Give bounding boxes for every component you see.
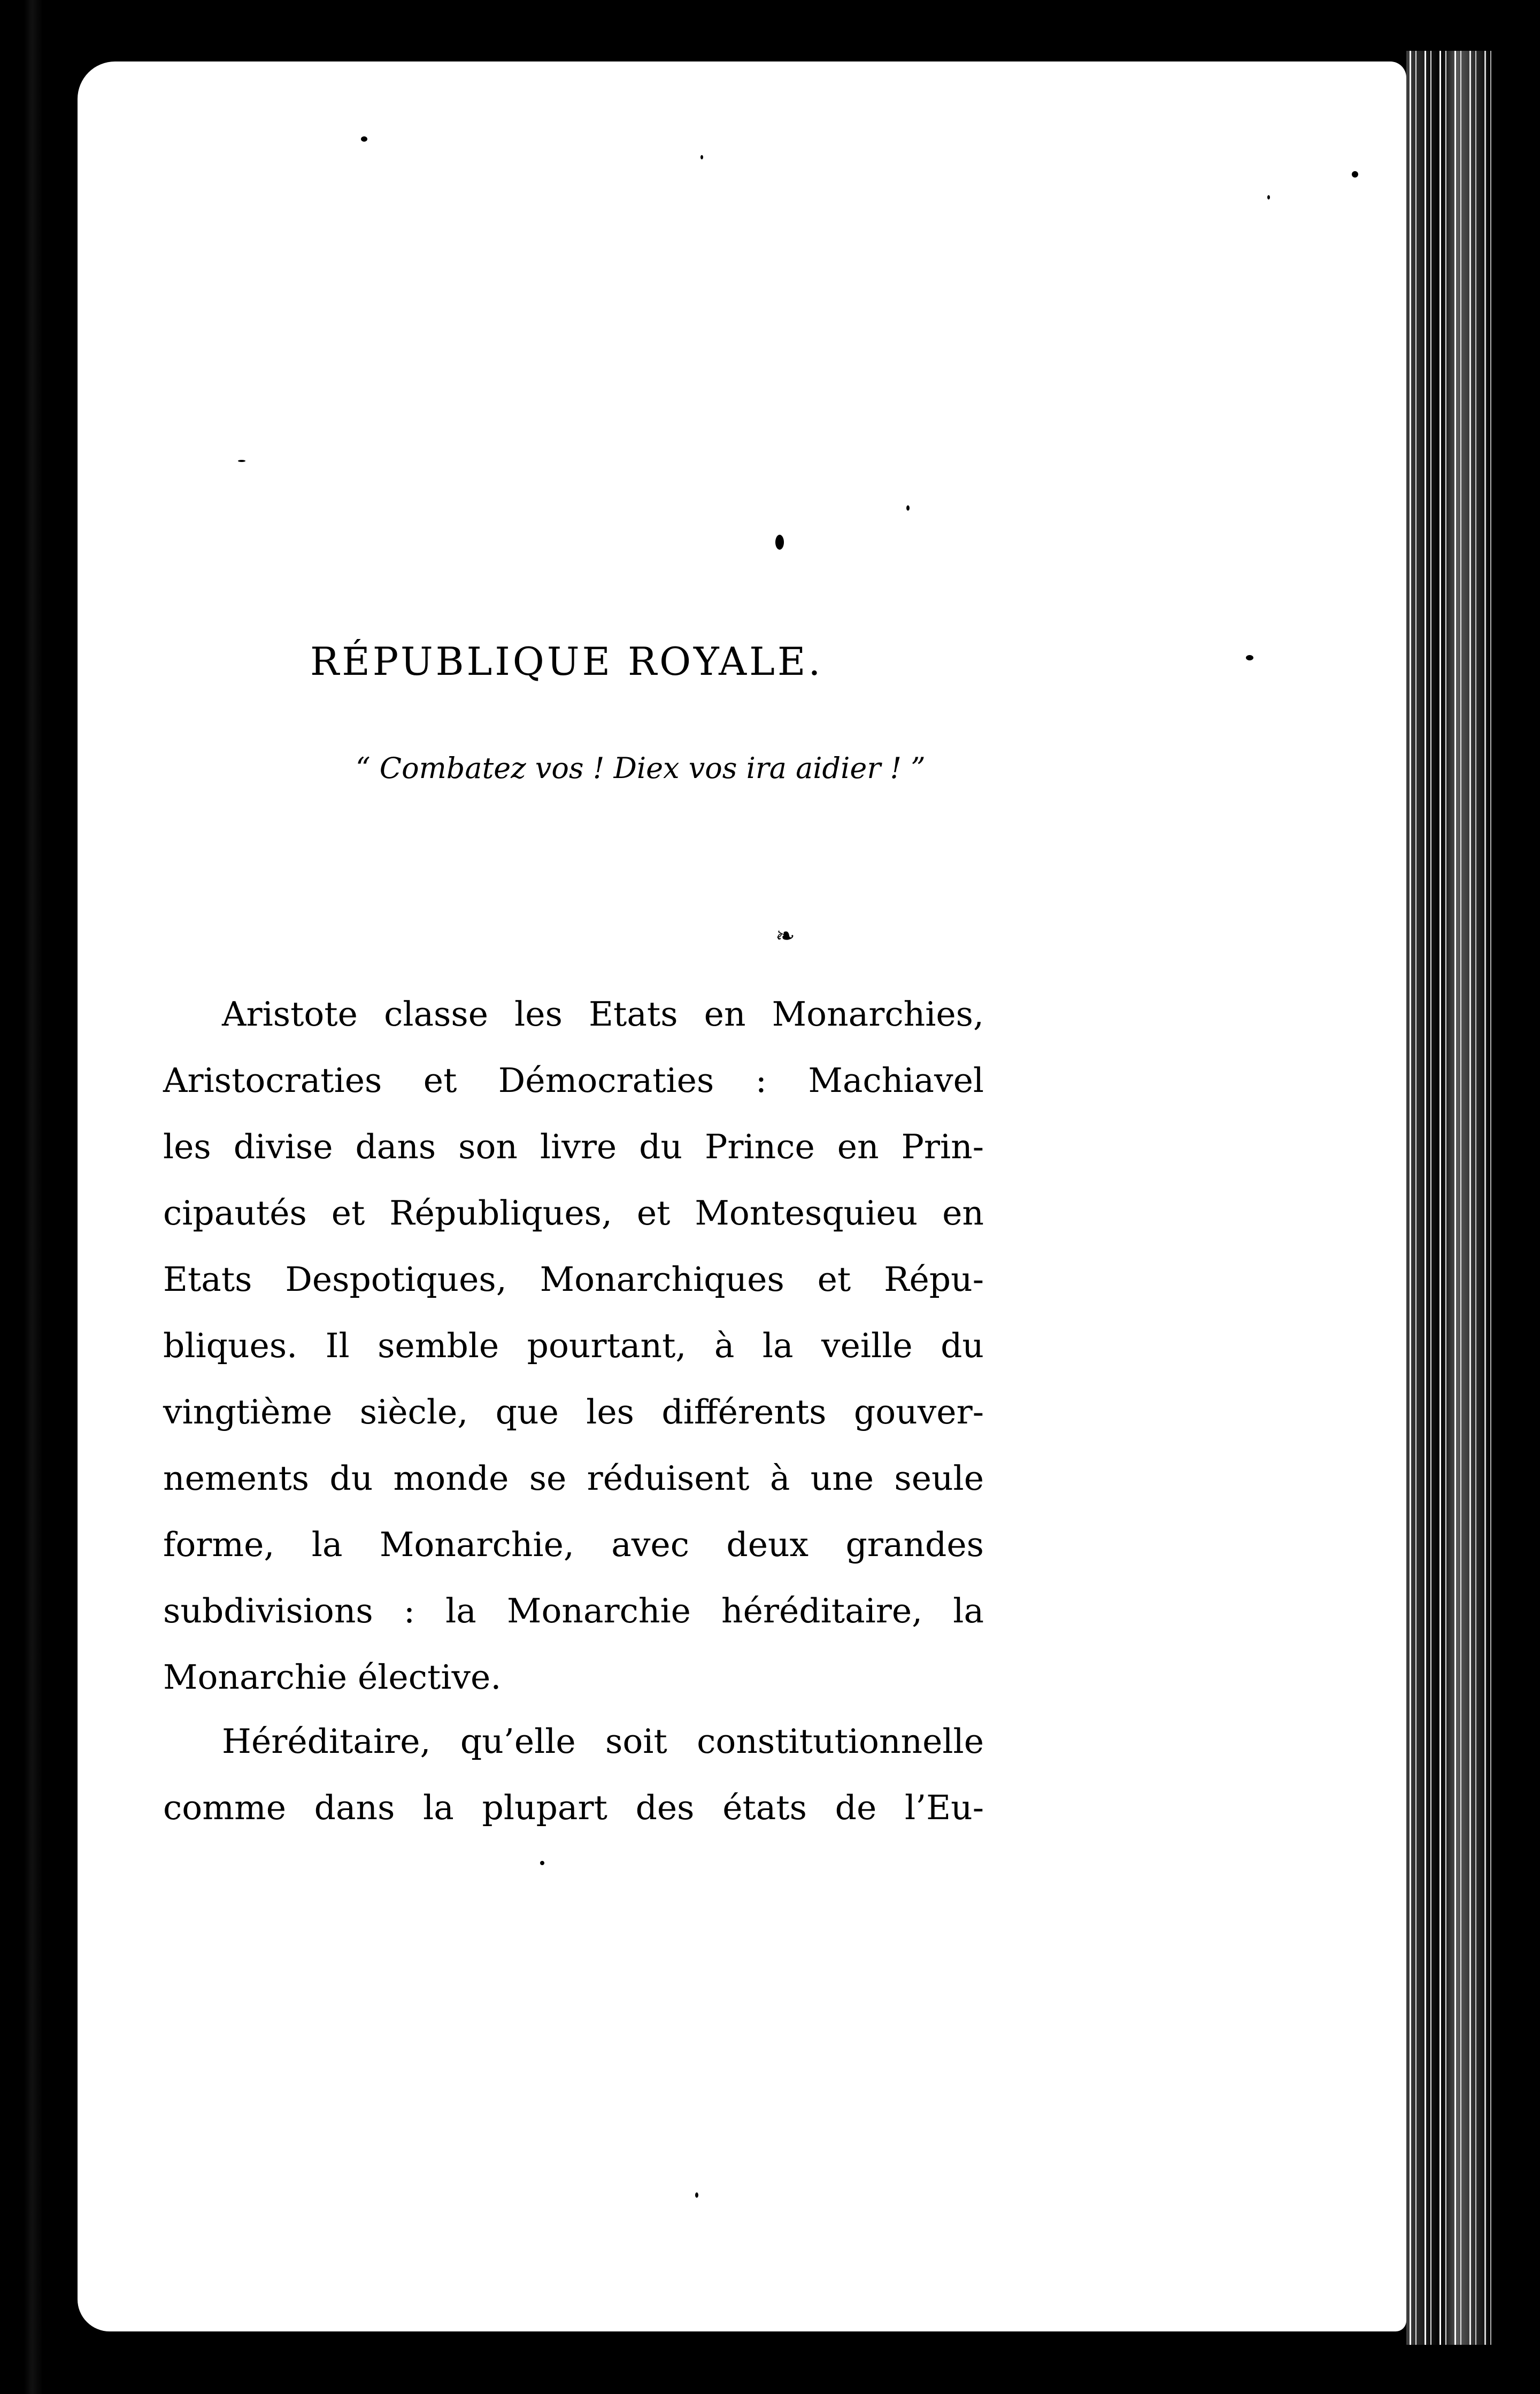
dust-speck bbox=[775, 535, 784, 550]
right-scan-border bbox=[1492, 0, 1540, 2394]
dust-speck bbox=[700, 155, 703, 159]
text-line: Aristocraties et Démocraties : Machiavel bbox=[163, 1061, 984, 1100]
text-line: comme dans la plupart des états de l’Eu- bbox=[163, 1788, 984, 1827]
dust-speck bbox=[361, 136, 367, 142]
book-edge-shading bbox=[1406, 51, 1492, 2345]
text-line: forme, la Monarchie, avec deux grandes bbox=[163, 1525, 984, 1564]
paragraph-2 bbox=[163, 1708, 984, 1841]
text-line: les divise dans son livre du Prince en Prin- bbox=[163, 1127, 984, 1166]
chapter-title: RÉPUBLIQUE ROYALE. bbox=[310, 639, 823, 684]
text-line: subdivisions : la Monarchie héréditaire, la bbox=[163, 1591, 984, 1630]
dust-speck bbox=[906, 505, 910, 511]
text-line: bliques. Il semble pourtant, à la veille du bbox=[163, 1326, 984, 1365]
text-line: nements du monde se réduisent à une seule bbox=[163, 1459, 984, 1498]
dust-speck bbox=[1267, 195, 1270, 199]
text-line: cipautés et Républiques, et Montesquieu en bbox=[163, 1194, 984, 1233]
dust-speck bbox=[238, 460, 245, 462]
paragraph-1 bbox=[163, 981, 984, 1711]
fleuron-icon: ❧ bbox=[775, 922, 795, 950]
text-line: Monarchie élective. bbox=[163, 1658, 502, 1697]
dust-speck bbox=[1246, 655, 1253, 660]
left-scan-border bbox=[0, 0, 78, 2394]
text-line: Héréditaire, qu’elle soit constitutionnelle bbox=[222, 1722, 984, 1761]
dust-speck bbox=[1352, 171, 1358, 178]
epigraph: “ Combatez vos ! Diex vos ira aidier ! ” bbox=[356, 751, 926, 785]
dust-speck bbox=[695, 2192, 698, 2198]
dust-speck bbox=[540, 1861, 544, 1865]
text-line: Aristote classe les Etats en Monarchies, bbox=[222, 995, 984, 1034]
text-line: vingtième siècle, que les différents gouver- bbox=[163, 1392, 984, 1431]
text-line: Etats Despotiques, Monarchiques et Répu- bbox=[163, 1260, 984, 1299]
